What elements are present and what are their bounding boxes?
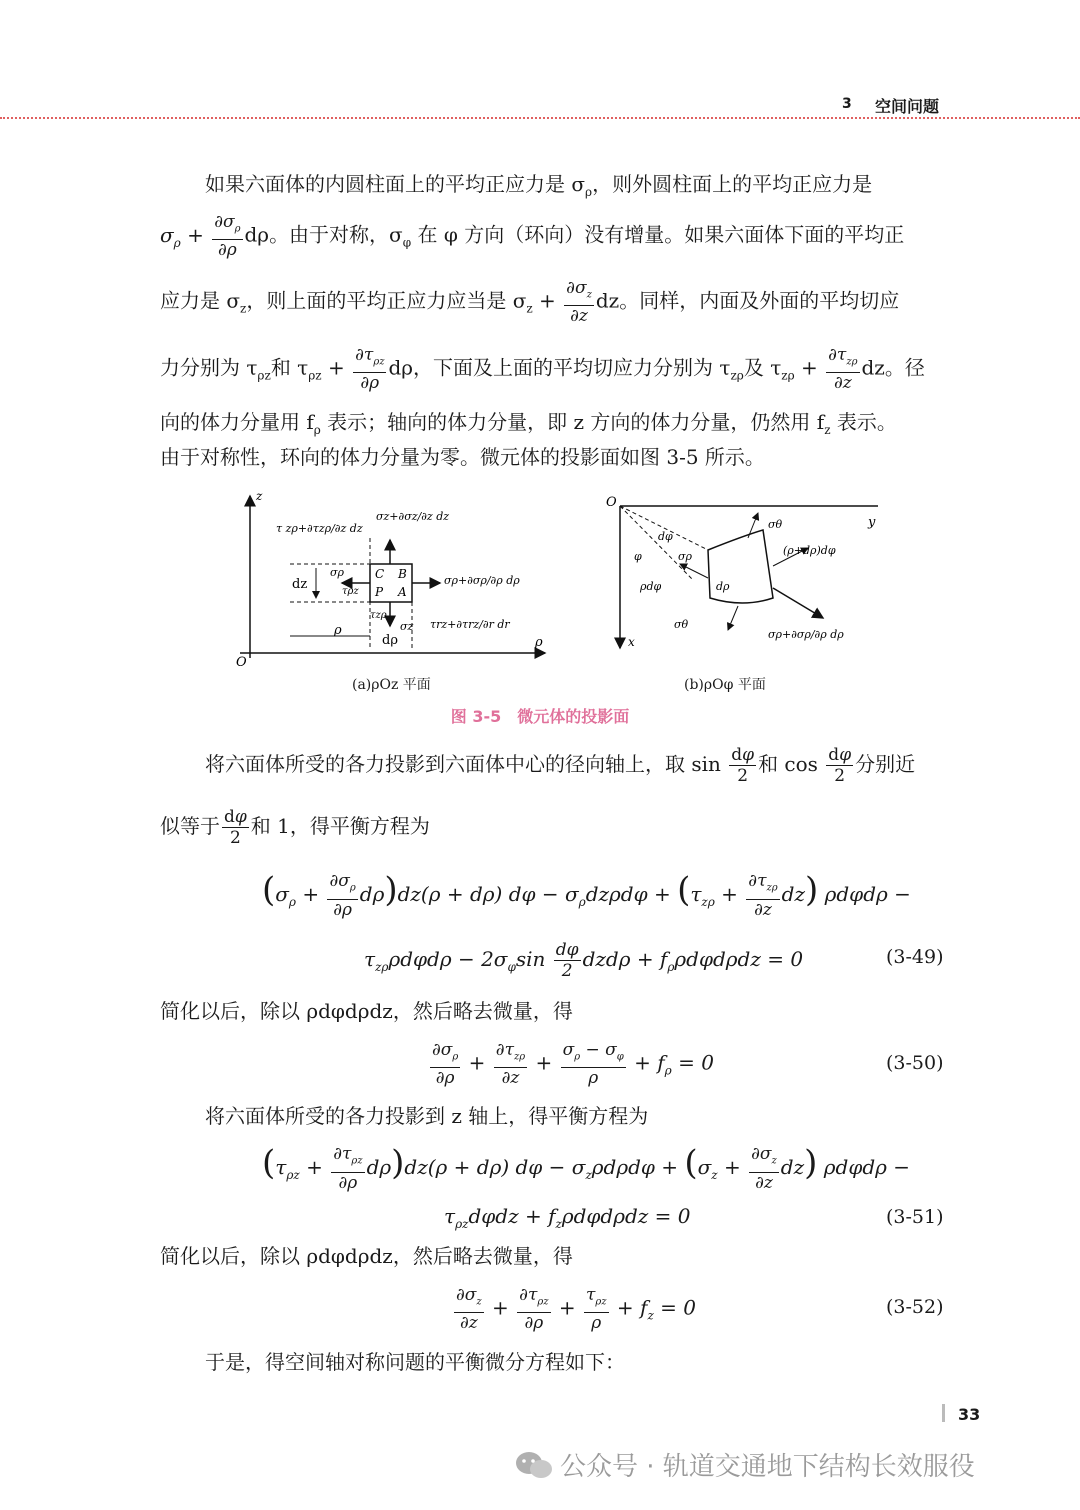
figure-b-rhoOphi-plane: [598, 488, 888, 663]
header-rule: [0, 117, 1080, 119]
svg-text:σρ: σρ: [330, 566, 344, 579]
equation-3-49-line2: $\tau_{z\rho}\rho d\varphi d\rho - 2\sigma_\varphi\sin$ $\frac{d\varphi}{2}$ $dzd\rho + f_\rho\rho d\varphi d\rho dz = 0$: [364, 940, 804, 981]
equation-number-3-51: (3-51): [886, 1206, 944, 1228]
svg-text:B: B: [398, 567, 407, 581]
para2-line1: 将六面体所受的各力投影到六面体中心的径向轴上，取 sin $\frac{d\varphi}{2}$ 和 cos $\frac{d\varphi}{2}$ 分别近: [205, 745, 916, 786]
svg-text:ρdφ: ρdφ: [640, 580, 662, 593]
svg-text:τρz: τρz: [342, 586, 359, 597]
svg-text:σz: σz: [400, 620, 414, 633]
simplify-text-1: 简化以后，除以 ρdφdρdz，然后略去微量，得: [160, 999, 573, 1023]
svg-text:σρ+∂σρ/∂ρ dρ: σρ+∂σρ/∂ρ dρ: [444, 574, 520, 587]
fraction: $\frac{\partial\tau_{\rho z}}{\partial\rho}$: [355, 345, 385, 394]
svg-text:dρ: dρ: [716, 580, 730, 593]
para1-line4: 力分别为 $\tau_{\rho z}$和 $\tau_{\rho z}$ + $\frac{\partial\tau_{\rho z}}{\partial\rho}$ dρ，下面及上面的平均切应力分别为 $\tau_{z\rho}$及 $\tau_{z\rho}$ + $\frac{\partial\tau_{z\rho}}{\partial z}$ dz。径: [160, 345, 925, 394]
equation-number-3-49: (3-49): [886, 946, 944, 968]
svg-text:σρ: σρ: [678, 550, 692, 563]
watermark-text: 公众号 · 轨道交通地下结构长效服役: [560, 1452, 975, 1482]
equation-3-49-line1: ($\sigma_\rho$ + $\frac{\partial\sigma_\rho}{\partial\rho}$ dρ)dz(ρ + dρ) $d\varphi - \sigma_\rho dz\rho d\varphi + (\tau_{z\rho}$ + $\frac{\partial\tau_{z\rho}}{\partial z}$ dz) ρdφdρ −: [262, 870, 911, 920]
svg-text:τ zρ+∂τzρ/∂z dz: τ zρ+∂τzρ/∂z dz: [276, 522, 363, 535]
para1-line6: 由于对称性，环向的体力分量为零。微元体的投影面如图 3-5 所示。: [160, 445, 765, 469]
chapter-title: 空间问题: [875, 97, 940, 116]
para1-line3: 应力是 $\sigma_z$，则上面的平均正应力应当是 $\sigma_z$ + $\frac{\partial\sigma_z}{\partial z}$ dz。同样，内面及外面的平均切应: [160, 278, 900, 327]
para1-line5: 向的体力分量用 $f_\rho$ 表示；轴向的体力分量，即 z 方向的体力分量，仍然用 $f_z$ 表示。: [160, 410, 897, 437]
svg-text:x: x: [628, 635, 635, 649]
svg-text:A: A: [398, 585, 407, 599]
svg-text:σθ: σθ: [674, 618, 689, 631]
svg-text:ρ: ρ: [535, 635, 543, 650]
svg-text:τzρ: τzρ: [370, 610, 387, 621]
fraction: $\frac{d\varphi}{2}$: [828, 745, 852, 786]
equation-3-50: $\frac{\partial\sigma_\rho}{\partial\rho}$ + $\frac{\partial\tau_{z\rho}}{\partial z}$ + $\frac{\sigma_\rho - \sigma_\varphi}{\rho}$ + $f_\rho = 0$: [432, 1040, 714, 1089]
fraction: $\frac{d\varphi}{2}$: [731, 745, 755, 786]
running-header: [0, 92, 1080, 120]
equation-3-52: $\frac{\partial\sigma_z}{\partial z}$ + $\frac{\partial\tau_{\rho z}}{\partial\rho}$ + $\frac{\tau_{\rho z}}{\rho}$ + $f_z = 0$: [456, 1285, 696, 1334]
figure-a-rhoOz-plane: [230, 488, 560, 668]
svg-text:P: P: [375, 585, 384, 599]
fraction: $\frac{d\varphi}{2}$: [224, 807, 247, 848]
svg-text:τrz+∂τrz/∂r dr: τrz+∂τrz/∂r dr: [430, 618, 510, 631]
fraction: $\frac{\partial\tau_{z\rho}}{\partial z}$: [828, 345, 858, 394]
fraction: $\frac{\partial\sigma_\rho}{\partial\rho}$: [214, 212, 241, 261]
svg-text:dρ: dρ: [382, 633, 398, 648]
svg-text:y: y: [868, 515, 876, 530]
svg-text:C: C: [375, 567, 385, 581]
wechat-icon: [514, 1449, 554, 1481]
svg-text:ρ: ρ: [334, 623, 342, 638]
simplify-text-2: 简化以后，除以 ρdφdρdz，然后略去微量，得: [160, 1244, 573, 1268]
para2-line2: 似等于 $\frac{d\varphi}{2}$ 和 1，得平衡方程为: [160, 807, 430, 848]
svg-text:σz+∂σz/∂z dz: σz+∂σz/∂z dz: [376, 510, 450, 523]
figure-caption: 图 3-5 微元体的投影面: [450, 707, 630, 726]
page-number: 33: [958, 1405, 981, 1424]
subcaption-b: (b)ρOφ 平面: [684, 677, 766, 693]
svg-text:dφ: dφ: [658, 530, 673, 543]
svg-text:σρ+∂σρ/∂ρ dρ: σρ+∂σρ/∂ρ dρ: [768, 628, 844, 641]
para1-line2: $\sigma_\rho$ + $\frac{\partial\sigma_\rho}{\partial\rho}$ dρ。由于对称，$\sigma_\varphi$ 在 φ 方向（环向）没有增量。如果六面体下面的平均正: [160, 212, 905, 261]
svg-text:σθ: σθ: [768, 518, 783, 531]
subcaption-a: (a)ρOz 平面: [352, 677, 431, 693]
svg-text:O: O: [236, 655, 247, 668]
para3: 将六面体所受的各力投影到 z 轴上，得平衡方程为: [205, 1104, 649, 1128]
equation-number-3-50: (3-50): [886, 1052, 944, 1074]
chapter-number: 3: [842, 96, 852, 112]
svg-text:φ: φ: [634, 550, 642, 563]
para1-line1: 如果六面体的内圆柱面上的平均正应力是 $\sigma_\rho$，则外圆柱面上的平均正应力是: [205, 172, 873, 199]
svg-text:z: z: [256, 489, 263, 503]
equation-number-3-52: (3-52): [886, 1296, 944, 1318]
svg-text:dz: dz: [292, 577, 308, 592]
fraction: $\frac{\partial\sigma_z}{\partial z}$: [566, 278, 592, 327]
equation-3-51-line1: ($\tau_{\rho z}$ + $\frac{\partial\tau_{\rho z}}{\partial\rho}$ dρ)dz(ρ + dρ) $d\varphi - \sigma_z\rho d\rho d\varphi + (\sigma_z$ + $\frac{\partial\sigma_z}{\partial z}$ dz) ρdφdρ −: [262, 1143, 911, 1193]
equation-3-51-line2: $\tau_{\rho z}d\varphi dz + f_z\rho d\varphi d\rho dz = 0$: [444, 1204, 691, 1231]
page-number-bar: [942, 1404, 945, 1422]
para4: 于是，得空间轴对称问题的平衡微分方程如下：: [205, 1350, 625, 1374]
svg-text:(ρ+dρ)dφ: (ρ+dρ)dφ: [783, 544, 836, 557]
svg-text:O: O: [606, 495, 617, 510]
